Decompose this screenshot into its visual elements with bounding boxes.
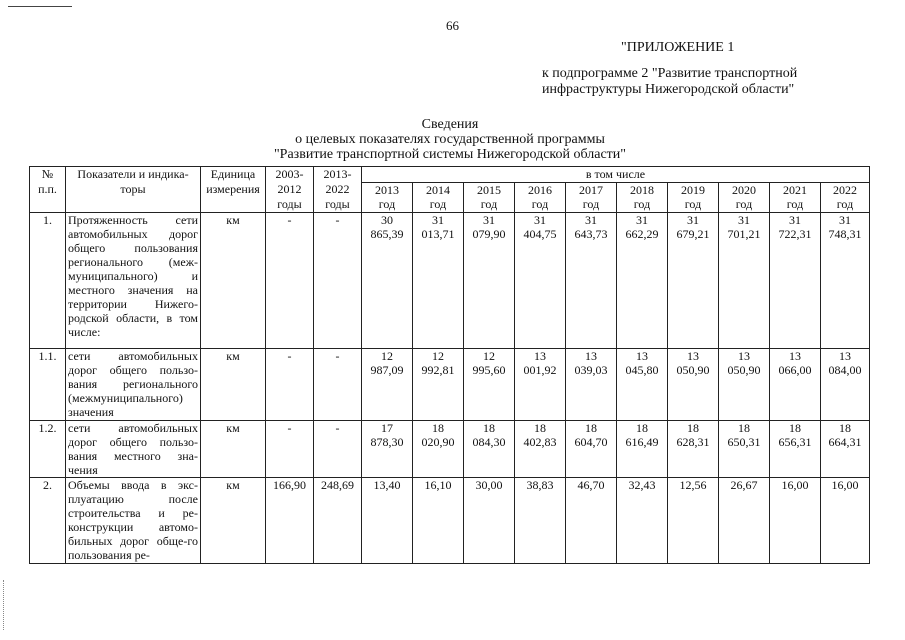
- value-part: 12: [381, 349, 393, 363]
- value-part: 650,31: [727, 435, 761, 449]
- value-part: 31: [636, 213, 648, 227]
- appendix-subtitle-line: инфраструктуры Нижегородской области": [542, 82, 795, 97]
- value-part: 16,00: [781, 478, 809, 492]
- value-part: 020,90: [421, 435, 455, 449]
- year-value-cell: [821, 478, 870, 564]
- value-part: 18: [432, 421, 444, 435]
- year-value-cell: [719, 478, 770, 564]
- indicator-name: Протяженность сети автомобильных дорог общего пользования регионального (меж-муниципального) и местного значения на территории Нижего-родской области, в том числе:: [66, 213, 201, 349]
- unit-cell: км: [201, 349, 266, 421]
- value-part: 31: [483, 213, 495, 227]
- header-year: [566, 183, 617, 213]
- value-part: 16,00: [831, 478, 859, 492]
- value-part: 656,31: [778, 435, 812, 449]
- indicator-name: Объемы ввода в экс-плуатацию после строительства и ре-конструкции автомо-бильных дорог обще-го пользования ре-: [66, 478, 201, 564]
- year-value-cell: [566, 478, 617, 564]
- value-part: 12: [432, 349, 444, 363]
- row-number: 1.1.: [30, 349, 66, 421]
- header-year-value: 2022: [833, 183, 857, 198]
- period-2003-2012-value: -: [266, 421, 314, 478]
- unit-cell: км: [201, 213, 266, 349]
- unit-cell: км: [201, 478, 266, 564]
- header-text: Показатели и индика-: [77, 167, 189, 181]
- value-part: 13: [636, 349, 648, 363]
- year-value-cell: [617, 478, 668, 564]
- period-2013-2022-value: 248,69: [314, 478, 362, 564]
- header-year: [617, 183, 668, 213]
- header-year-suffix: год: [836, 197, 854, 212]
- appendix-subtitle-line: к подпрограмме 2 "Развитие транспортной: [542, 66, 798, 81]
- year-value-cell: [770, 213, 821, 349]
- header-year: [515, 183, 566, 213]
- header-year: [821, 183, 870, 213]
- year-value-cell: [566, 213, 617, 349]
- value-part: 722,31: [778, 227, 812, 241]
- period-2003-2012-value: -: [266, 213, 314, 349]
- header-including: в том числе: [362, 167, 870, 183]
- value-part: 38,83: [526, 478, 554, 492]
- header-unit: [201, 167, 266, 213]
- header-year-value: 2015: [477, 183, 501, 198]
- value-part: 084,30: [472, 435, 506, 449]
- value-part: 18: [585, 421, 597, 435]
- page-number: 66: [446, 18, 459, 33]
- year-value-cell: [668, 213, 719, 349]
- year-value-cell: [413, 421, 464, 478]
- header-text: измерения: [206, 182, 260, 196]
- year-value-cell: [566, 349, 617, 421]
- header-text: 2013-: [323, 167, 352, 181]
- year-value-cell: [362, 349, 413, 421]
- year-value-cell: [668, 349, 719, 421]
- value-part: 13: [738, 349, 750, 363]
- header-year-suffix: год: [429, 197, 447, 212]
- value-part: 18: [738, 421, 750, 435]
- value-part: 31: [738, 213, 750, 227]
- year-value-cell: [566, 421, 617, 478]
- value-part: 13: [585, 349, 597, 363]
- value-part: 13: [687, 349, 699, 363]
- header-year: [464, 183, 515, 213]
- year-value-cell: [362, 213, 413, 349]
- year-value-cell: [362, 421, 413, 478]
- header-text: 2003-: [275, 167, 304, 181]
- header-year-value: 2021: [783, 183, 807, 198]
- value-part: 31: [432, 213, 444, 227]
- value-part: 045,80: [625, 363, 659, 377]
- header-text: 2022: [325, 182, 350, 196]
- period-2003-2012-value: 166,90: [266, 478, 314, 564]
- header-year-suffix: год: [735, 197, 753, 212]
- header-year-value: 2016: [528, 183, 552, 198]
- year-value-cell: [464, 421, 515, 478]
- header-year-value: 2018: [630, 183, 654, 198]
- value-part: 13: [839, 349, 851, 363]
- heading-line: о целевых показателях государственной программы: [295, 132, 605, 147]
- value-part: 31: [687, 213, 699, 227]
- year-value-cell: [515, 478, 566, 564]
- header-year-value: 2014: [426, 183, 450, 198]
- value-part: 865,39: [370, 227, 404, 241]
- value-part: 079,90: [472, 227, 506, 241]
- value-part: 604,70: [574, 435, 608, 449]
- value-part: 17: [381, 421, 393, 435]
- value-part: 46,70: [577, 478, 605, 492]
- row-number: 1.: [30, 213, 66, 349]
- period-2013-2022-value: -: [314, 349, 362, 421]
- value-part: 30: [381, 213, 393, 227]
- year-value-cell: [515, 213, 566, 349]
- indicators-table: [29, 166, 870, 564]
- header-year-suffix: год: [786, 197, 804, 212]
- value-part: 16,10: [424, 478, 452, 492]
- value-part: 404,75: [523, 227, 557, 241]
- value-part: 662,29: [625, 227, 659, 241]
- value-part: 001,92: [523, 363, 557, 377]
- year-value-cell: [617, 213, 668, 349]
- value-part: 13,40: [373, 478, 401, 492]
- year-value-cell: [464, 478, 515, 564]
- table-row: [30, 213, 870, 349]
- appendix-subtitle: [542, 66, 797, 98]
- value-part: 31: [839, 213, 851, 227]
- header-year: [362, 183, 413, 213]
- header-year: [668, 183, 719, 213]
- header-text: годы: [277, 197, 302, 211]
- value-part: 31: [585, 213, 597, 227]
- value-part: 664,31: [828, 435, 862, 449]
- value-part: 32,43: [628, 478, 656, 492]
- header-num: [30, 167, 66, 213]
- period-2013-2022-value: -: [314, 421, 362, 478]
- value-part: 987,09: [370, 363, 404, 377]
- year-value-cell: [719, 349, 770, 421]
- value-part: 050,90: [676, 363, 710, 377]
- year-value-cell: [362, 478, 413, 564]
- header-year-value: 2013: [375, 183, 399, 198]
- header-year-value: 2019: [681, 183, 705, 198]
- value-part: 992,81: [421, 363, 455, 377]
- value-part: 995,60: [472, 363, 506, 377]
- value-part: 18: [839, 421, 851, 435]
- value-part: 066,00: [778, 363, 812, 377]
- margin-mark: [3, 580, 4, 630]
- header-text: годы: [325, 197, 350, 211]
- header-year-suffix: год: [480, 197, 498, 212]
- row-number: 2.: [30, 478, 66, 564]
- indicator-name: сети автомобильных дорог общего пользо-вания местного зна-чения: [66, 421, 201, 478]
- year-value-cell: [821, 349, 870, 421]
- value-part: 18: [483, 421, 495, 435]
- header-year-suffix: год: [531, 197, 549, 212]
- period-2013-2022-value: -: [314, 213, 362, 349]
- value-part: 13: [789, 349, 801, 363]
- header-year-value: 2017: [579, 183, 603, 198]
- year-value-cell: [719, 213, 770, 349]
- year-value-cell: [668, 421, 719, 478]
- year-value-cell: [770, 421, 821, 478]
- year-value-cell: [770, 349, 821, 421]
- header-year: [413, 183, 464, 213]
- header-text: Единица: [210, 167, 256, 181]
- year-value-cell: [770, 478, 821, 564]
- header-year-suffix: год: [378, 197, 396, 212]
- header-year: [770, 183, 821, 213]
- value-part: 18: [636, 421, 648, 435]
- value-part: 039,03: [574, 363, 608, 377]
- table-row: [30, 421, 870, 478]
- header-text: торы: [120, 182, 146, 196]
- document-heading: [240, 117, 660, 162]
- year-value-cell: [821, 421, 870, 478]
- header-period-2013-2022: [314, 167, 362, 213]
- value-part: 26,67: [730, 478, 758, 492]
- value-part: 628,31: [676, 435, 710, 449]
- value-part: 748,31: [828, 227, 862, 241]
- year-value-cell: [464, 349, 515, 421]
- period-2003-2012-value: -: [266, 349, 314, 421]
- year-value-cell: [413, 213, 464, 349]
- value-part: 013,71: [421, 227, 455, 241]
- value-part: 31: [534, 213, 546, 227]
- year-value-cell: [515, 349, 566, 421]
- header-year: [719, 183, 770, 213]
- value-part: 084,00: [828, 363, 862, 377]
- row-number: 1.2.: [30, 421, 66, 478]
- appendix-title: "ПРИЛОЖЕНИЕ 1: [621, 40, 735, 55]
- value-part: 402,83: [523, 435, 557, 449]
- value-part: 30,00: [475, 478, 503, 492]
- value-part: 679,21: [676, 227, 710, 241]
- year-value-cell: [821, 213, 870, 349]
- top-rule: [8, 6, 72, 7]
- value-part: 616,49: [625, 435, 659, 449]
- year-value-cell: [617, 349, 668, 421]
- header-year-suffix: год: [582, 197, 600, 212]
- value-part: 701,21: [727, 227, 761, 241]
- table-row: [30, 478, 870, 564]
- unit-cell: км: [201, 421, 266, 478]
- year-value-cell: [413, 349, 464, 421]
- value-part: 12,56: [679, 478, 707, 492]
- value-part: 13: [534, 349, 546, 363]
- value-part: 18: [687, 421, 699, 435]
- value-part: 878,30: [370, 435, 404, 449]
- year-value-cell: [464, 213, 515, 349]
- year-value-cell: [719, 421, 770, 478]
- heading-line: Сведения: [421, 117, 479, 132]
- header-text: 2012: [277, 182, 302, 196]
- table-row: [30, 349, 870, 421]
- header-text: №: [41, 167, 54, 181]
- header-text: п.п.: [38, 182, 57, 196]
- header-year-suffix: год: [684, 197, 702, 212]
- value-part: 050,90: [727, 363, 761, 377]
- table-header: [30, 167, 870, 213]
- year-value-cell: [617, 421, 668, 478]
- value-part: 31: [789, 213, 801, 227]
- header-indicator: [66, 167, 201, 213]
- value-part: 18: [534, 421, 546, 435]
- header-year-suffix: год: [633, 197, 651, 212]
- indicator-name: сети автомобильных дорог общего пользо-вания регионального (межмуниципального) значения: [66, 349, 201, 421]
- year-value-cell: [413, 478, 464, 564]
- value-part: 18: [789, 421, 801, 435]
- header-year-value: 2020: [732, 183, 756, 198]
- year-value-cell: [668, 478, 719, 564]
- heading-line: "Развитие транспортной системы Нижегородской области": [273, 147, 627, 162]
- value-part: 643,73: [574, 227, 608, 241]
- header-period-2003-2012: [266, 167, 314, 213]
- table-body: [30, 213, 870, 564]
- value-part: 12: [483, 349, 495, 363]
- year-value-cell: [515, 421, 566, 478]
